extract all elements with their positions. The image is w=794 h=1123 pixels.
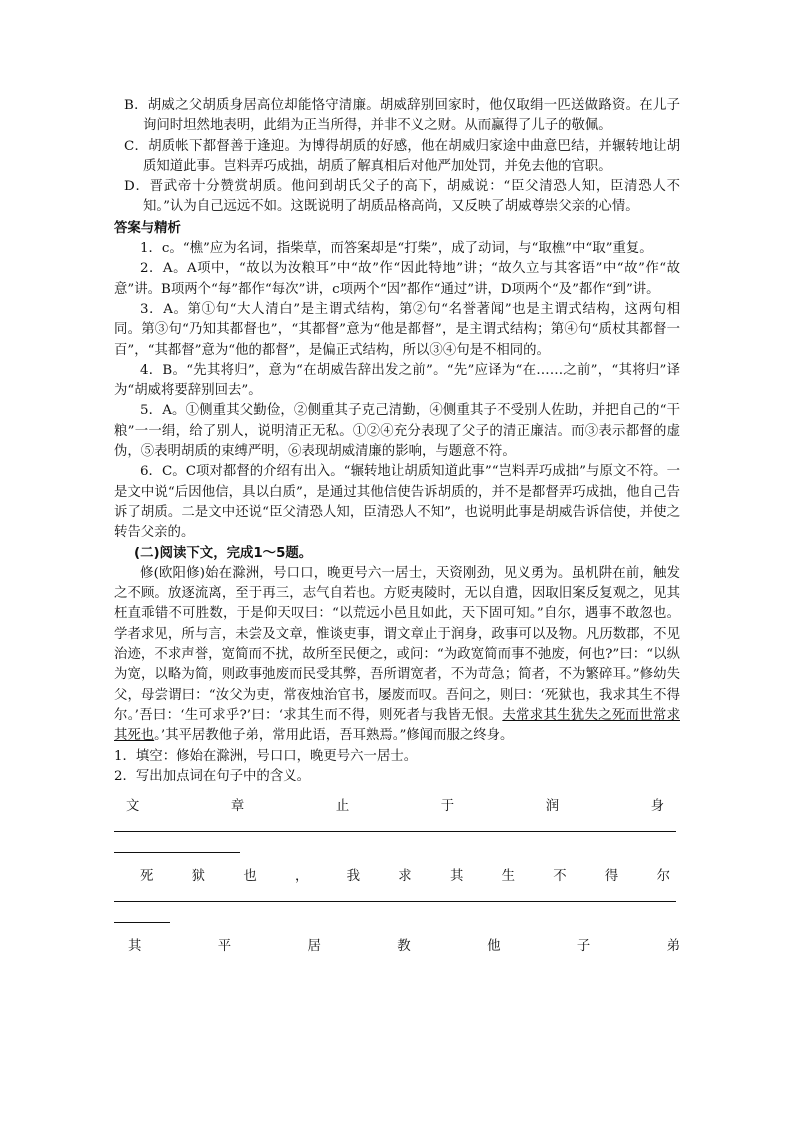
phrase-char: 其: [449, 869, 464, 885]
answer-item: 3．A。第①句“大人清白”是主谓式结构，第②句“名誉著闻”也是主谓式结构，这两句相同。第③句“乃知其都督也”，“其都督”意为“他是都督”，是主谓式结构；第④句“质杖其都督一百”，“其都督”意为“他的都督”，是偏正式结构，所以③④句是不相同的。: [114, 301, 680, 358]
phrase-char: 文: [126, 799, 140, 815]
option-b: B．胡威之父胡质身居高位却能恪守清廉。胡威辞别回家时，他仅取绢一匹送做路资。在儿子询问时坦然地表明，此绢为正当所得，并非不义之财。从而赢得了儿子的敬佩。: [124, 98, 680, 134]
phrase-char: 尔: [656, 869, 670, 885]
phrase-char: 他: [487, 939, 501, 955]
phrase-char: 弟: [666, 939, 680, 955]
phrase-char: 求: [398, 869, 412, 885]
option-d: D．晋武帝十分赞赏胡质。他问到胡氏父子的高下，胡威说：“臣父清恐人知，臣清恐人不知。”认为自己远远不如。这既说明了胡质品格高尚，又反映了胡威尊崇父亲的心情。: [124, 179, 680, 215]
passage-underlined-sentence: 夫常求其生犹失之死而世常求其死也: [114, 707, 680, 744]
answer-item: 2．A。A项中，“故以为汝粮耳”中“故”作“因此特地”讲；“故久立与其客语”中“故”作“故意”讲。B项两个“每”都作“每次”讲，c项两个“因”都作“通过”讲，D项两个“及”都作“到”讲。: [114, 261, 680, 297]
phrase-char: 不: [553, 869, 567, 885]
answers-list: [114, 239, 680, 543]
answer-heading: 答案与精析: [114, 220, 181, 236]
option-c: C．胡质帐下都督善于逢迎。为博得胡质的好感，他在胡威归家途中曲意巴结，并辗转地让胡质知道此事。岂料弄巧成拙，胡质了解真相后对他严加处罚，并免去他的官职。: [124, 138, 680, 174]
options-list: [114, 96, 680, 218]
phrase-char: 于: [440, 799, 455, 815]
phrase-char: 狱: [191, 869, 206, 885]
phrase-char: 居: [307, 939, 321, 955]
reading-passage: [114, 564, 680, 747]
passage-tail: 。’其平居教他子弟，常用此语，吾耳熟焉。”修闻而服之终身。: [154, 728, 514, 744]
phrase-char: 教: [397, 939, 411, 955]
phrase-char: 章: [230, 799, 245, 815]
question-2: 2．写出加点词在句子中的含义。: [114, 768, 310, 784]
phrase-char: 其: [128, 939, 142, 955]
phrase-char: 平: [217, 939, 232, 955]
answer-item: 4．B。“先其将归”，意为“在胡威告辞出发之前”。“先”应译为“在……之前”，“其将归”译为“胡威将要辞别回去”。: [114, 362, 680, 399]
phrase-char: 身: [650, 799, 664, 815]
passage-main: 修(欧阳修)始在滁洲，号口口，晚更号六一居士，天资刚劲，见义勇为。虽机阱在前，触发之不顾。放逐流离，至于再三，志气自若也。方贬夷陵时，无以自遣，因取旧案反复观之，见其枉直乖错不可胜数，于是仰天叹曰：“以荒远小邑且如此，天下固可知。”自尔，遇事不敢忽也。学者求见，所与言，未尝及文章，惟谈吏事，谓文章止于润身，政事可以及物。凡历数郡，不见治迹，不求声誉，宽简而不扰，故所至民便之，或问：“为政宽简而事不弛废，何也?”曰：“以纵为宽，以略为简，则政事弛废而民受其弊，吾所谓宽者，不为苛急；简者，不为繁碎耳。”修幼失父，母尝谓曰：“汝父为吏，常夜烛治官书，屡废而叹。吾问之，则曰：‘死狱也，我求其生不得尔。’吾曰：‘生可求乎?’曰：‘求其生而不得，则死者与我皆无恨。: [114, 565, 680, 723]
phrase-char: 生: [501, 869, 515, 885]
question-1: 1．填空：修始在滁洲，号口口，晚更号六一居士。: [114, 748, 418, 764]
answer-item: 5．A。①侧重其父勤俭，②侧重其子克己清勤，④侧重其子不受别人佐助，并把自己的“干粮”一一绢，给了别人，说明清正无私。①②④充分表现了父子的清正廉洁。而③表示都督的虚伪，⑤表明胡质的束缚严明，⑥表现胡威清廉的影响，与题意不符。: [114, 403, 680, 460]
phrase-char: ，: [294, 869, 309, 885]
phrase-char: 止: [335, 799, 350, 815]
phrase-char: 子: [576, 939, 591, 955]
phrase-char: 也: [243, 869, 257, 885]
answer-phrase-1: [114, 797, 680, 817]
answer-phrase-2: [114, 867, 680, 887]
answer-item: 1．c。“樵”应为名词，指柴草，而答案却是“打柴”，成了动词，与“取樵”中“取”重复。: [140, 241, 653, 257]
phrase-char: 死: [140, 869, 154, 885]
answer-phrase-3: [114, 937, 680, 957]
document-page: [114, 96, 680, 957]
phrase-char: 我: [346, 869, 361, 885]
phrase-char: 润: [545, 799, 560, 815]
phrase-char: 得: [604, 869, 619, 885]
section-heading: (二)阅读下文，完成1～5题。: [134, 545, 313, 561]
answer-item: 6．C。C项对都督的介绍有出入。“辗转地让胡质知道此事”“岂料弄巧成拙”与原文不符。一是文中说“后因他信，具以白质”，是通过其他信使告诉胡质的，并不是都督弄巧成拙，他自己告诉了胡质。二是文中还说“臣父清恐人知，臣清恐人不知”，也说明此事是胡威告诉信使，并使之转告父亲的。: [114, 464, 680, 541]
